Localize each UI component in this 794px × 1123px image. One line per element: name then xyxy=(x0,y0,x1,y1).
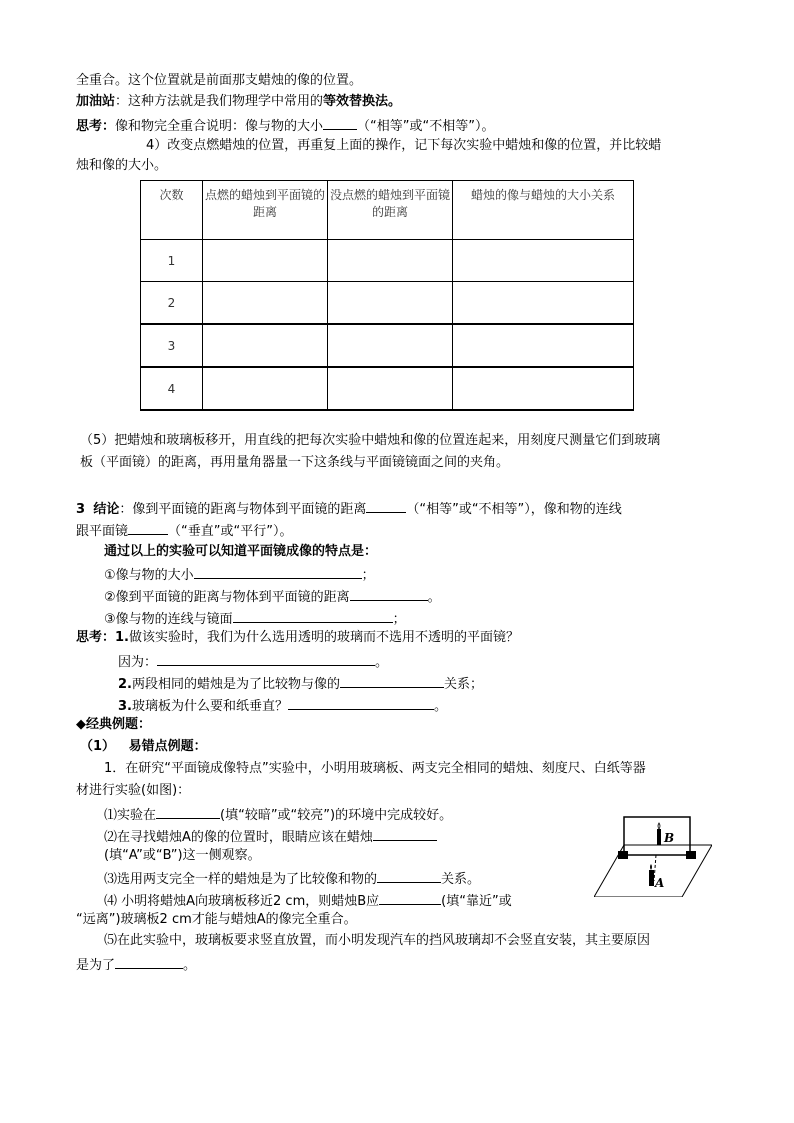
table-cell[interactable] xyxy=(203,367,328,410)
answer-blank[interactable] xyxy=(128,520,168,535)
feature-2: ②像到平面镜的距离与物体到平面镜的距离 。 xyxy=(104,586,441,607)
table-row xyxy=(141,240,634,282)
table-cell[interactable] xyxy=(453,324,634,367)
think2-q3: 3.玻璃板为什么要和纸垂直？ 。 xyxy=(118,695,447,716)
tip-text: ：这种方法就是我们物理学中常用的 xyxy=(115,94,324,109)
answer-blank[interactable] xyxy=(373,826,437,841)
label-a: A xyxy=(655,876,665,890)
tip-line xyxy=(76,93,401,111)
label-b: B xyxy=(664,831,675,845)
table-cell[interactable] xyxy=(328,282,453,325)
table-cell[interactable] xyxy=(328,240,453,282)
header-size-relation: 蜡烛的像与蜡烛的大小关系 xyxy=(453,181,634,240)
step5-text2: 板（平面镜）的距离，再用量角器量一下这条线与平面镜镜面之间的夹角。 xyxy=(80,455,510,470)
table-cell[interactable] xyxy=(453,282,634,325)
feature-3-text: ③像与物的连线与镜面 xyxy=(104,612,233,627)
think-label: 思考： xyxy=(76,119,116,134)
candle-b xyxy=(657,829,661,845)
row-index: 3 xyxy=(141,324,203,367)
answer-blank[interactable] xyxy=(115,954,183,969)
table-header-row xyxy=(141,181,634,240)
q4-line2: “远离”)玻璃板2 cm才能与蜡烛A的像完全重合。 xyxy=(76,912,357,927)
conclusion-line2-pre: 跟平面镜 xyxy=(76,524,129,539)
think-post: （“相等”或“不相等”）。 xyxy=(357,119,495,134)
step5-line1 xyxy=(80,432,660,450)
table-row xyxy=(141,324,634,367)
answer-blank[interactable] xyxy=(157,651,375,666)
answer-blank[interactable] xyxy=(379,890,441,905)
q5-line1: ⑸在此实验中，玻璃板要求竖直放置，而小明发现汽车的挡风玻璃却不会竖直安装，其主要原因 xyxy=(104,933,651,948)
conclusion-line2 xyxy=(76,520,292,541)
answer-blank[interactable] xyxy=(288,695,434,710)
feature-3: ③像与物的连线与镜面 ； xyxy=(104,608,406,629)
think2-because: 因为： 。 xyxy=(118,651,388,672)
right-stand xyxy=(686,851,696,859)
intro-line xyxy=(76,72,362,90)
step5-line2 xyxy=(80,454,509,472)
tip-bold: 等效替换法。 xyxy=(323,94,402,109)
because-label: 因为： xyxy=(118,655,158,670)
think2-q2-text: 两段相同的蜡烛是为了比较物与像的 xyxy=(131,677,340,692)
think2-q2: 2.两段相同的蜡烛是为了比较物与像的 关系； xyxy=(118,673,483,694)
row-index: 1 xyxy=(141,240,203,282)
answer-blank[interactable] xyxy=(156,804,220,819)
table-cell[interactable] xyxy=(453,367,634,410)
examples-subtitle: （1） 易错点例题： xyxy=(80,739,207,754)
table-cell[interactable] xyxy=(203,240,328,282)
answer-blank[interactable] xyxy=(323,115,357,130)
step4-text2: 烛和像的大小。 xyxy=(76,158,168,173)
row-index: 4 xyxy=(141,367,203,410)
answer-blank[interactable] xyxy=(340,673,444,688)
think2-q1-text: 做该实验时，我们为什么选用透明的玻璃而不选用不透明的平面镜？ xyxy=(129,630,520,645)
feature-1-text: ①像与物的大小 xyxy=(104,568,194,583)
answer-blank[interactable] xyxy=(377,868,441,883)
candle-a xyxy=(649,870,654,886)
header-unlit-distance: 没点燃的蜡烛到平面镜的距离 xyxy=(328,181,453,240)
q2-line: ⑵在寻找蜡烛A的像的位置时，眼睛应该在蜡烛 xyxy=(104,826,437,847)
conclusion-text-mid: （“相等”或“不相等”），像和物的连线 xyxy=(406,502,622,517)
q2-line2: (填“A”或“B”)这一侧观察。 xyxy=(104,848,261,863)
think2-q1: 思考：1.做该实验时，我们为什么选用透明的玻璃而不选用不透明的平面镜？ xyxy=(76,630,520,645)
examples-title: ◆经典例题： xyxy=(76,717,151,732)
p1-line1: 1．在研究“平面镜成像特点”实验中，小明用玻璃板、两支完全相同的蜡烛、刻度尺、白纸等器 xyxy=(104,761,646,776)
p1-line2: 材进行实验(如图)： xyxy=(76,783,191,798)
record-table xyxy=(140,180,634,411)
answer-blank[interactable] xyxy=(366,498,406,513)
answer-blank[interactable] xyxy=(350,586,428,601)
conclusion-line1 xyxy=(76,498,622,519)
step4-text1: 4）改变点燃蜡烛的位置，再重复上面的操作，记下每次实验中蜡烛和像的位置，并比较蜡 xyxy=(146,138,662,153)
candle-a-flame xyxy=(650,864,652,870)
table-cell[interactable] xyxy=(203,324,328,367)
header-count: 次数 xyxy=(141,181,203,240)
think2-q3-text: 玻璃板为什么要和纸垂直？ xyxy=(131,699,288,714)
header-lit-distance: 点燃的蜡烛到平面镜的距离 xyxy=(203,181,328,240)
q5-line2: 是为了 。 xyxy=(76,954,196,975)
q4-line: ⑷ 小明将蜡烛A向玻璃板移近2 cm，则蜡烛B应 (填“靠近”或 xyxy=(104,890,512,911)
conclusion-label: 结论 xyxy=(93,502,120,517)
think-line xyxy=(76,115,494,136)
table-row xyxy=(141,282,634,325)
think-text: 像和物完全重合说明：像与物的大小 xyxy=(115,119,324,134)
think2-label: 思考： xyxy=(76,630,116,645)
conclusion-num: 3 xyxy=(76,502,86,517)
table-cell[interactable] xyxy=(328,324,453,367)
table-cell[interactable] xyxy=(203,282,328,325)
q1-line: ⑴实验在 (填“较暗”或“较亮”)的环境中完成较好。 xyxy=(104,804,452,825)
step4-line2 xyxy=(76,157,167,175)
table-cell[interactable] xyxy=(453,240,634,282)
answer-blank[interactable] xyxy=(194,564,362,579)
q3-line: ⑶选用两支完全一样的蜡烛是为了比较像和物的 关系。 xyxy=(104,868,480,889)
left-stand xyxy=(618,851,628,859)
tip-label: 加油站 xyxy=(76,94,116,109)
step4-line1 xyxy=(146,137,661,155)
table-cell[interactable] xyxy=(328,367,453,410)
table-row xyxy=(141,367,634,410)
mirror-experiment-figure xyxy=(594,815,712,897)
conclusion-text: ：像到平面镜的距离与物体到平面镜的距离 xyxy=(119,502,367,517)
row-index: 2 xyxy=(141,282,203,325)
intro-text: 全重合。这个位置就是前面那支蜡烛的像的位置。 xyxy=(76,73,363,88)
features-title: 通过以上的实验可以知道平面镜成像的特点是： xyxy=(104,544,378,559)
conclusion-line2-post: （“垂直”或“平行”）。 xyxy=(168,524,293,539)
step5-text1: （5）把蜡烛和玻璃板移开，用直线的把每次实验中蜡烛和像的位置连起来，用刻度尺测量它们到玻璃 xyxy=(80,433,661,448)
answer-blank[interactable] xyxy=(233,608,393,623)
feature-1: ①像与物的大小 ； xyxy=(104,564,375,585)
feature-2-text: ②像到平面镜的距离与物体到平面镜的距离 xyxy=(104,590,350,605)
candle-b-flame xyxy=(658,823,660,829)
